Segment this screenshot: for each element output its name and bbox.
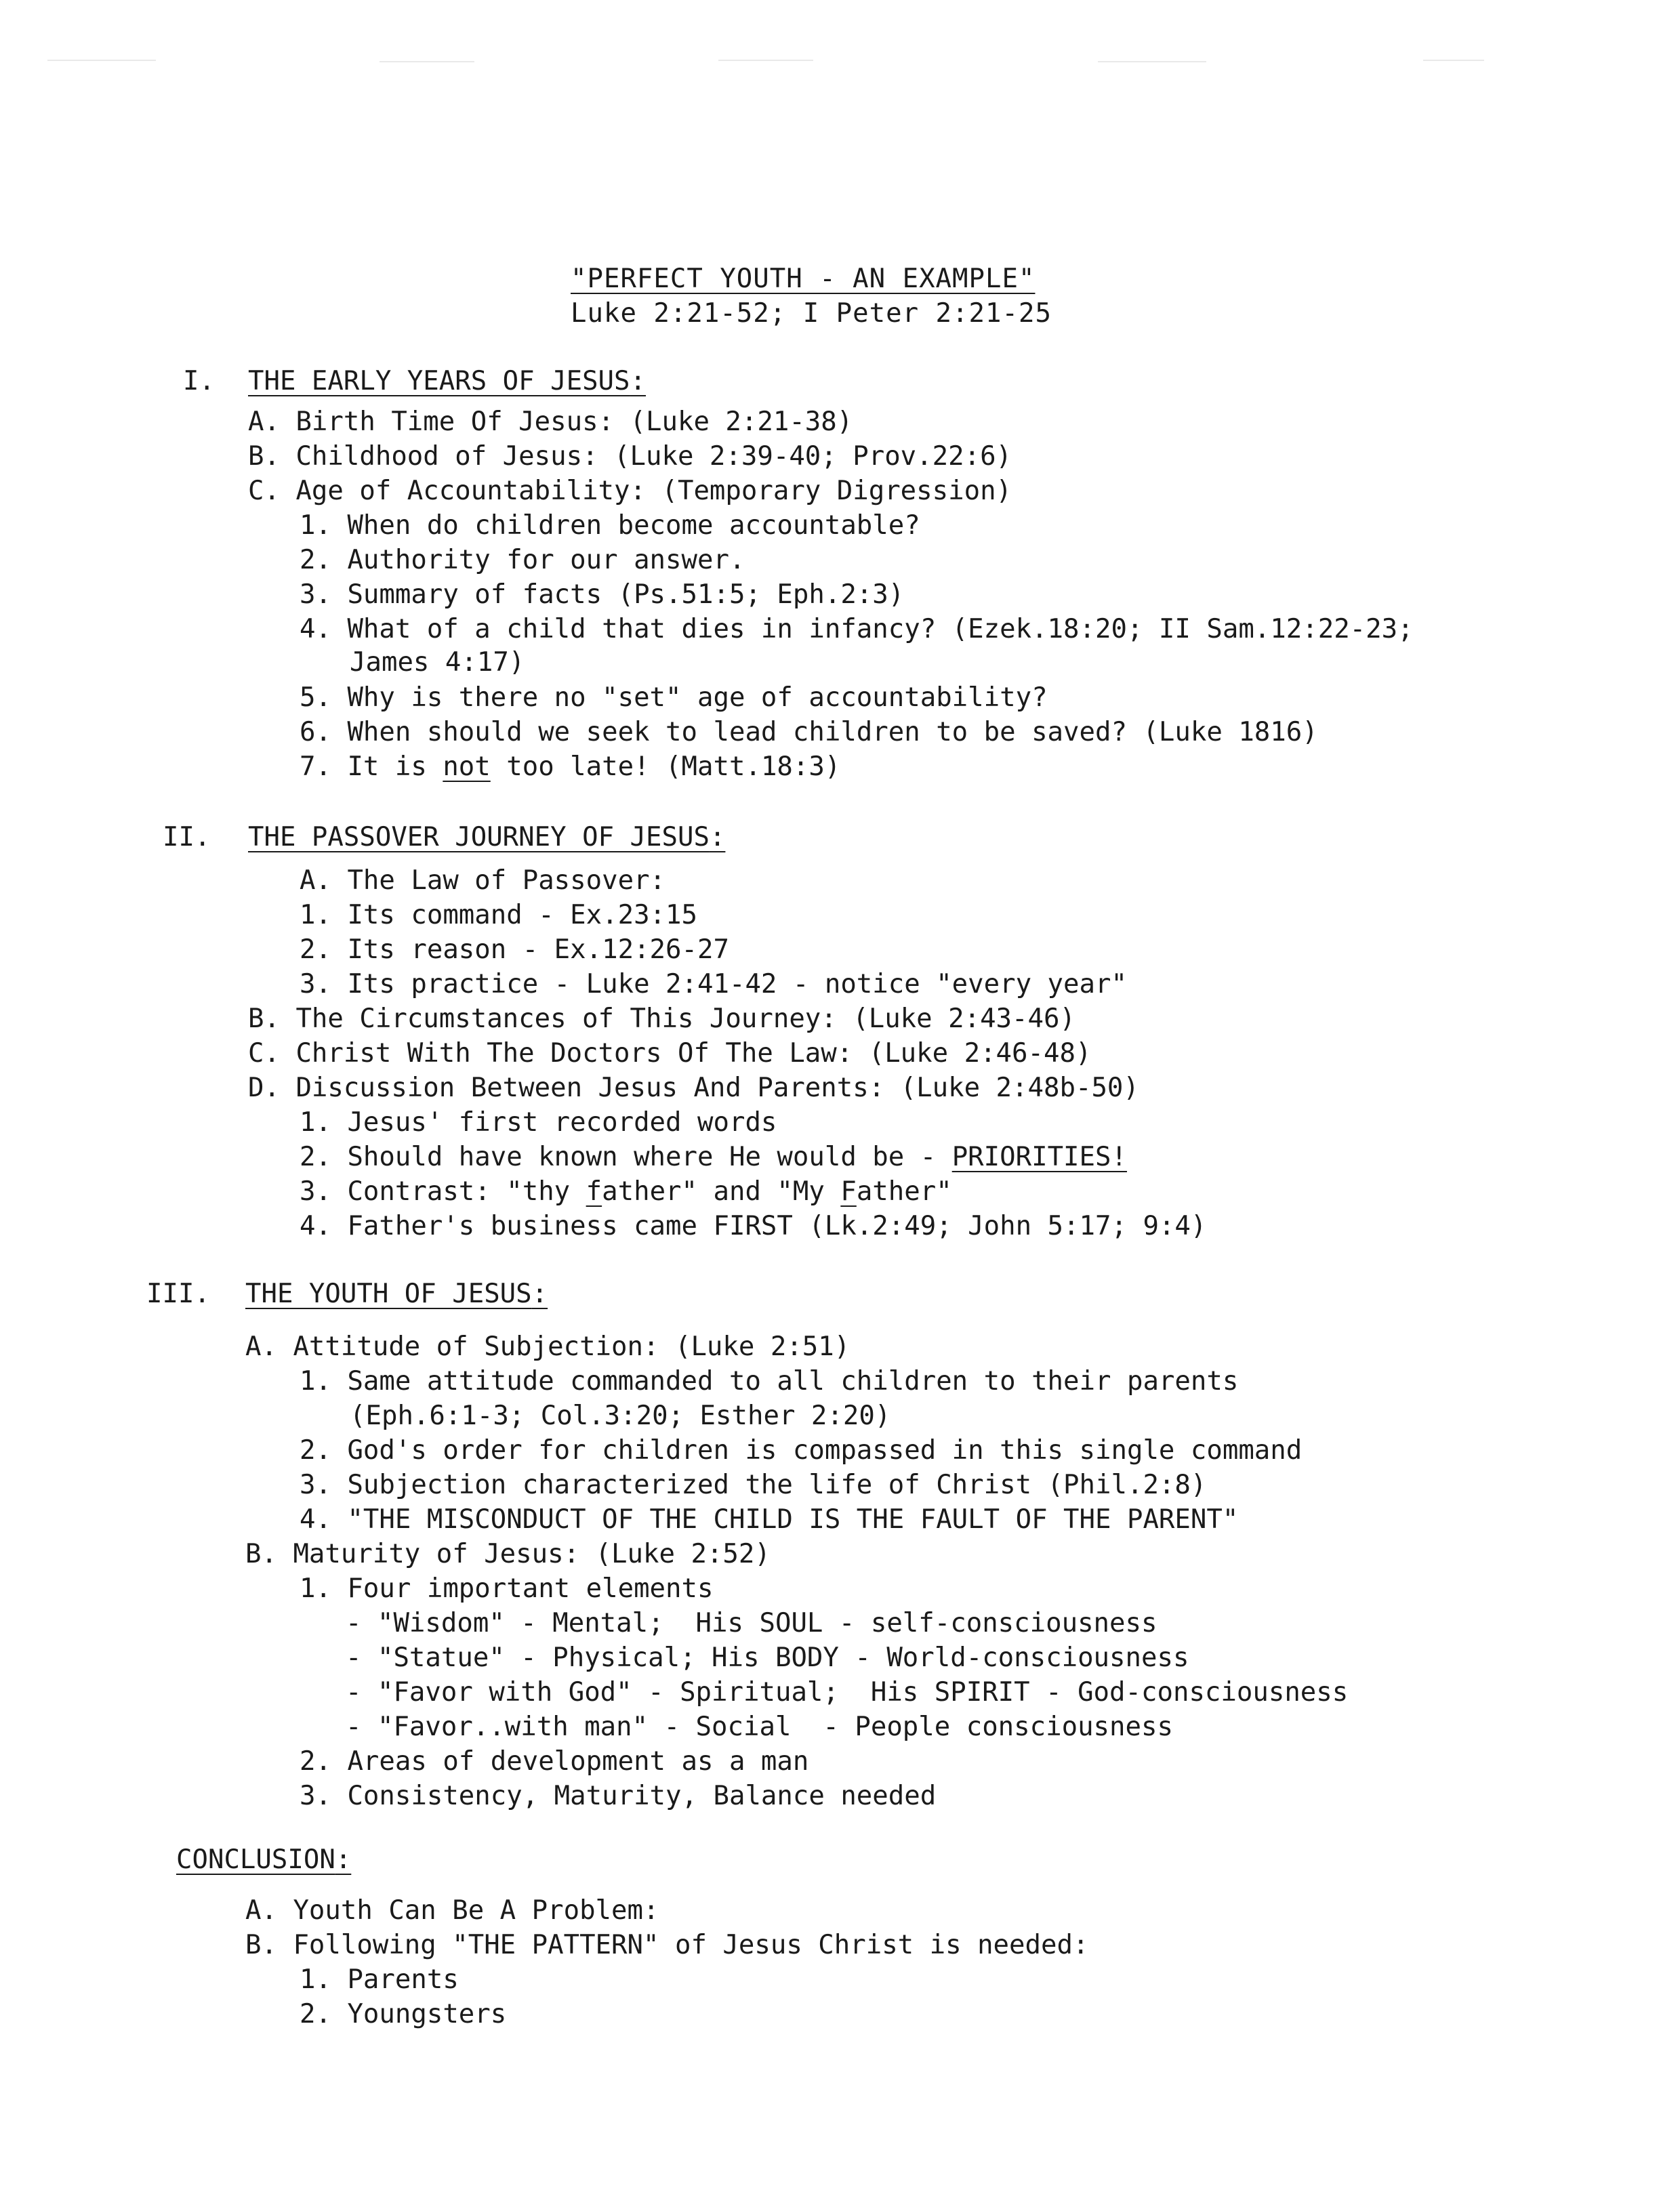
scan-mark <box>380 61 474 62</box>
outline-line: 2. God's order for children is compassed in this single command <box>300 1435 1303 1466</box>
scan-mark <box>718 60 813 61</box>
section-number: II. <box>163 822 211 852</box>
scan-mark <box>1423 60 1484 61</box>
outline-line <box>300 751 841 782</box>
section-number: I. <box>183 366 215 396</box>
outline-text: too late! (Matt.18:3) <box>490 751 841 782</box>
outline-line: B. Maturity of Jesus: (Luke 2:52) <box>245 1539 771 1569</box>
outline-line: - "Favor with God" - Spiritual; His SPIRIT - God-consciousness <box>346 1677 1349 1708</box>
section-heading: THE YOUTH OF JESUS: <box>245 1279 548 1309</box>
outline-line: - "Statue" - Physical; His BODY - World-consciousness <box>346 1643 1189 1673</box>
section-heading-text: THE PASSOVER JOURNEY OF JESUS <box>248 822 710 852</box>
conclusion-heading-text: CONCLUSION <box>176 1844 335 1875</box>
outline-line: 3. Its practice - Luke 2:41-42 - notice "every year" <box>300 969 1127 999</box>
outline-line: C. Christ With The Doctors Of The Law: (Luke 2:46-48) <box>248 1038 1092 1069</box>
outline-line: D. Discussion Between Jesus And Parents: (Luke 2:48b-50) <box>248 1073 1139 1103</box>
outline-line: 3. Summary of facts (Ps.51:5; Eph.2:3) <box>300 579 905 610</box>
section-heading: THE PASSOVER JOURNEY OF JESUS: <box>248 822 726 852</box>
outline-line: A. The Law of Passover: <box>300 865 666 896</box>
outline-line: 4. Father's business came FIRST (Lk.2:49; John 5:17; 9:4) <box>300 1211 1207 1241</box>
outline-line: A. Attitude of Subjection: (Luke 2:51) <box>245 1332 851 1362</box>
outline-line: C. Age of Accountability: (Temporary Digression) <box>248 476 1012 506</box>
outline-line: A. Youth Can Be A Problem: <box>245 1895 659 1926</box>
section-number: III. <box>146 1279 210 1309</box>
scripture-reference: Luke 2:21-52; I Peter 2:21-25 <box>571 298 1052 329</box>
conclusion-heading: CONCLUSION: <box>176 1844 352 1875</box>
outline-line <box>300 1144 1127 1170</box>
outline-line: 3. Consistency, Maturity, Balance needed <box>300 1781 937 1811</box>
outline-line: 3. Subjection characterized the life of Christ (Phil.2:8) <box>300 1470 1207 1500</box>
outline-line: 4. What of a child that dies in infancy? (Ezek.18:20; II Sam.12:22-23; <box>300 614 1414 644</box>
outline-line: 2. Its reason - Ex.12:26-27 <box>300 934 729 965</box>
outline-text: 2. Should have known where He would be - <box>300 1142 952 1172</box>
scan-mark <box>47 60 156 61</box>
outline-line: 1. Parents <box>300 1964 459 1995</box>
outline-line: 1. Its command - Ex.23:15 <box>300 900 697 930</box>
outline-text: ather" and "My <box>602 1176 841 1207</box>
outline-line: 2. Authority for our answer. <box>300 545 745 575</box>
outline-line: 4. "THE MISCONDUCT OF THE CHILD IS THE FAULT OF THE PARENT" <box>300 1504 1239 1535</box>
emphasis-text: f <box>586 1176 602 1207</box>
section-heading: THE EARLY YEARS OF JESUS: <box>248 366 647 396</box>
outline-line: 1. When do children become accountable? <box>300 510 920 541</box>
outline-line: B. Childhood of Jesus: (Luke 2:39-40; Prov.22:6) <box>248 441 1012 472</box>
outline-text: 7. It is <box>300 751 443 782</box>
outline-line <box>300 1178 952 1205</box>
outline-line: - "Wisdom" - Mental; His SOUL - self-consciousness <box>346 1608 1157 1638</box>
outline-line: 2. Areas of development as a man <box>300 1746 809 1777</box>
outline-line: 2. Youngsters <box>300 1999 507 2029</box>
section-heading-text: THE YOUTH OF JESUS <box>245 1279 532 1309</box>
emphasis-text: F <box>840 1176 857 1207</box>
outline-line: 5. Why is there no "set" age of accountability? <box>300 682 1048 713</box>
outline-text: ather" <box>856 1176 952 1207</box>
outline-line: 6. When should we seek to lead children to be saved? (Luke 1816) <box>300 717 1318 747</box>
emphasis-text: PRIORITIES! <box>951 1142 1127 1172</box>
scan-mark <box>1098 61 1206 62</box>
outline-line: B. Following "THE PATTERN" of Jesus Christ is needed: <box>245 1930 1089 1960</box>
outline-line: A. Birth Time Of Jesus: (Luke 2:21-38) <box>248 407 853 437</box>
outline-line: 1. Four important elements <box>300 1573 714 1604</box>
section-heading-text: THE EARLY YEARS OF JESUS <box>248 366 630 396</box>
outline-line: (Eph.6:1-3; Col.3:20; Esther 2:20) <box>350 1401 891 1431</box>
document-title: "PERFECT YOUTH - AN EXAMPLE" <box>571 264 1036 294</box>
outline-text: 3. Contrast: "thy <box>300 1176 586 1207</box>
outline-line: James 4:17) <box>350 647 525 678</box>
emphasis-text: not <box>443 751 491 782</box>
outline-line: - "Favor..with man" - Social - People consciousness <box>346 1712 1173 1742</box>
outline-line: 1. Same attitude commanded to all children to their parents <box>300 1366 1239 1397</box>
outline-line: 1. Jesus' first recorded words <box>300 1107 777 1138</box>
outline-line: B. The Circumstances of This Journey: (Luke 2:43-46) <box>248 1004 1075 1034</box>
